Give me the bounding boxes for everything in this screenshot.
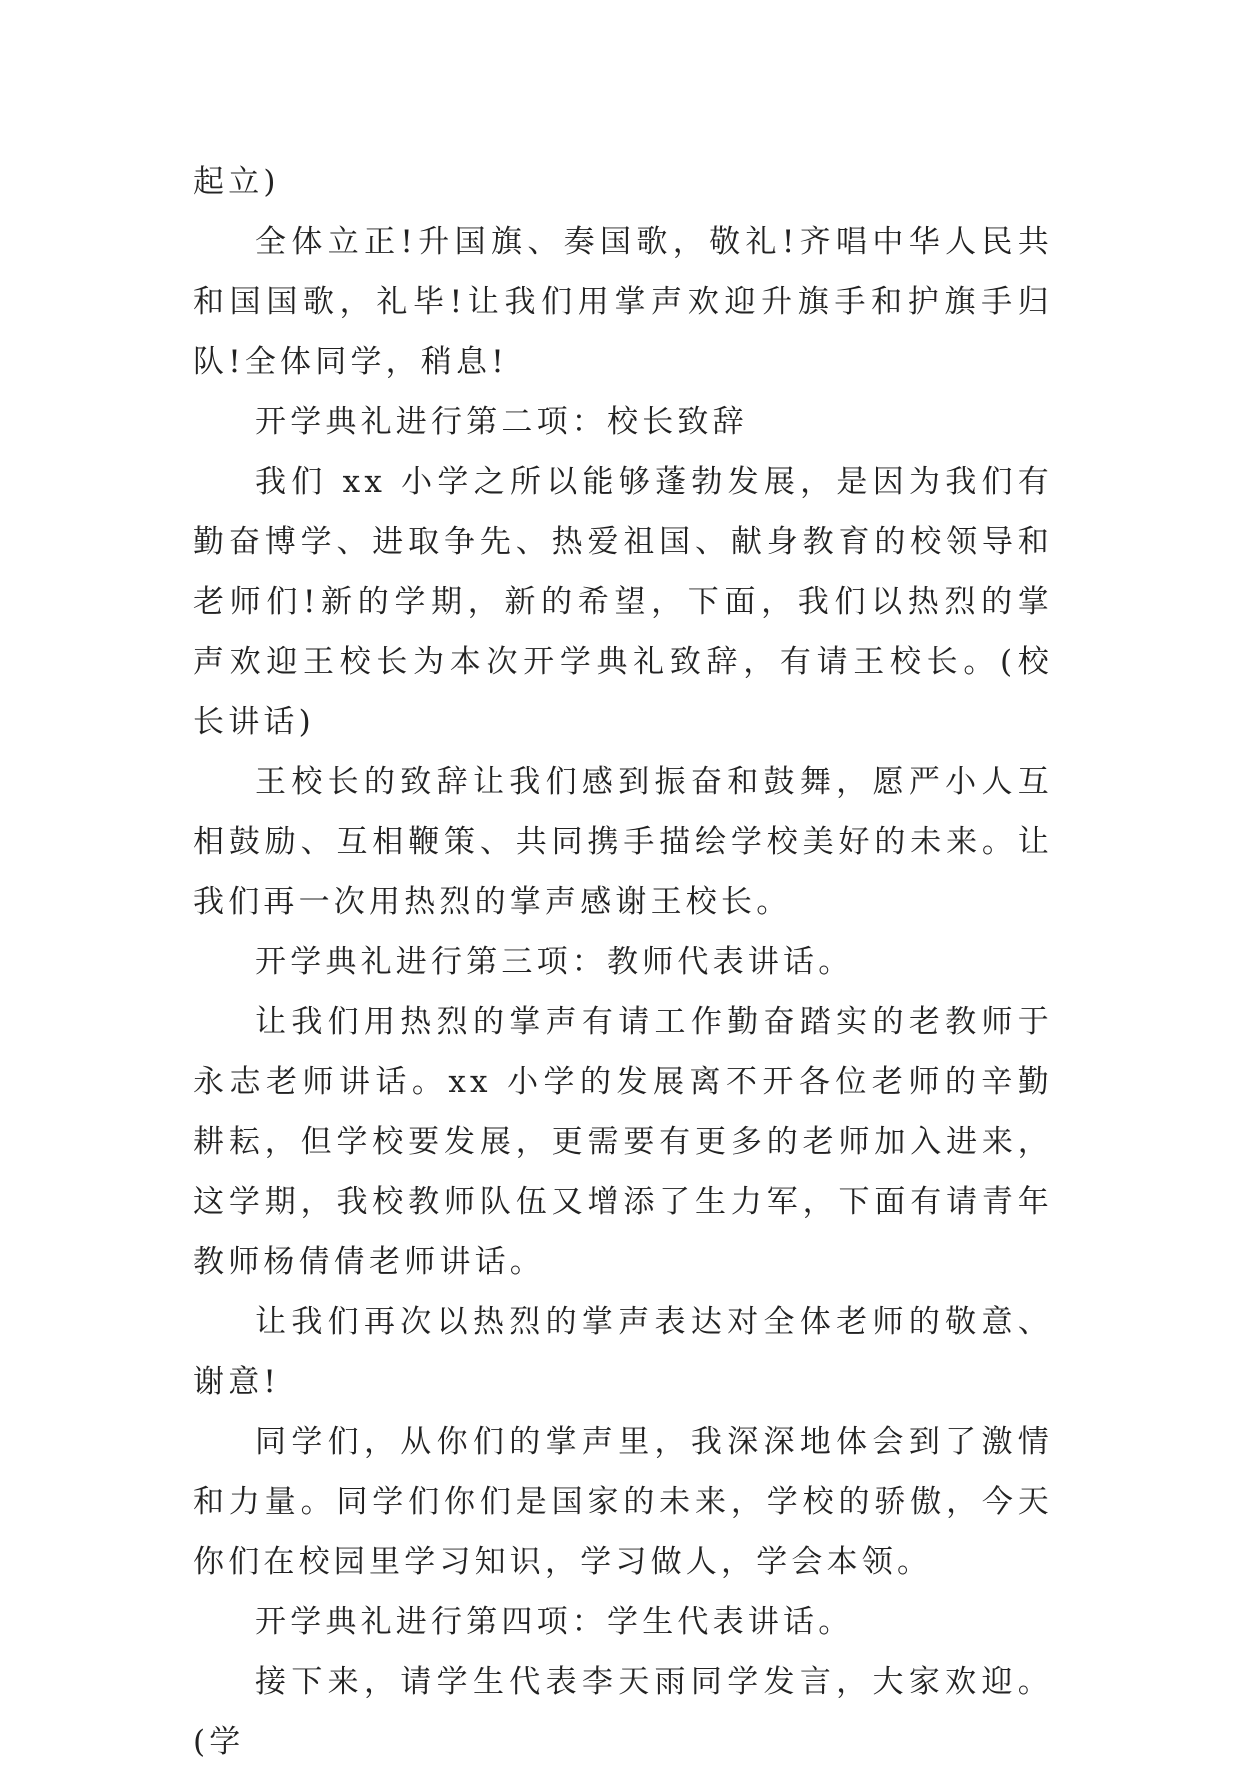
paragraph: 让我们再次以热烈的掌声表达对全体老师的敬意、谢意! [193,1304,1053,1400]
paragraph: 接下来，请学生代表李天雨同学发言，大家欢迎。(学 [193,1664,1053,1760]
paragraph: 起立) [193,164,280,200]
paragraph: 同学们，从你们的掌声里，我深深地体会到了激情和力量。同学们你们是国家的未来，学校的骄傲，今天你们在校园里学习知识，学习做人，学会本领。 [193,1424,1053,1580]
paragraph: 王校长的致辞让我们感到振奋和鼓舞，愿严小人互相鼓励、互相鞭策、共同携手描绘学校美好的未来。让我们再一次用热烈的掌声感谢王校长。 [193,764,1053,920]
section-heading: 开学典礼进行第二项：校长致辞 [255,404,748,440]
document-body [193,152,1053,1772]
paragraph: 我们 xx 小学之所以能够蓬勃发展，是因为我们有勤奋博学、进取争先、热爱祖国、献身教育的校领导和老师们!新的学期，新的希望，下面，我们以热烈的掌声欢迎王校长为本次开学典礼致辞，有请王校长。(校长讲话) [193,464,1053,740]
section-heading: 开学典礼进行第三项：教师代表讲话。 [255,944,854,980]
paragraph: 让我们用热烈的掌声有请工作勤奋踏实的老教师于永志老师讲话。xx 小学的发展离不开各位老师的辛勤耕耘，但学校要发展，更需要有更多的老师加入进来，这学期，我校教师队伍又增添了生力军，下面有请青年教师杨倩倩老师讲话。 [193,1004,1053,1280]
section-heading: 开学典礼进行第四项：学生代表讲话。 [255,1604,854,1640]
paragraph: 全体立正!升国旗、奏国歌，敬礼!齐唱中华人民共和国国歌，礼毕!让我们用掌声欢迎升旗手和护旗手归队!全体同学，稍息! [193,224,1053,380]
